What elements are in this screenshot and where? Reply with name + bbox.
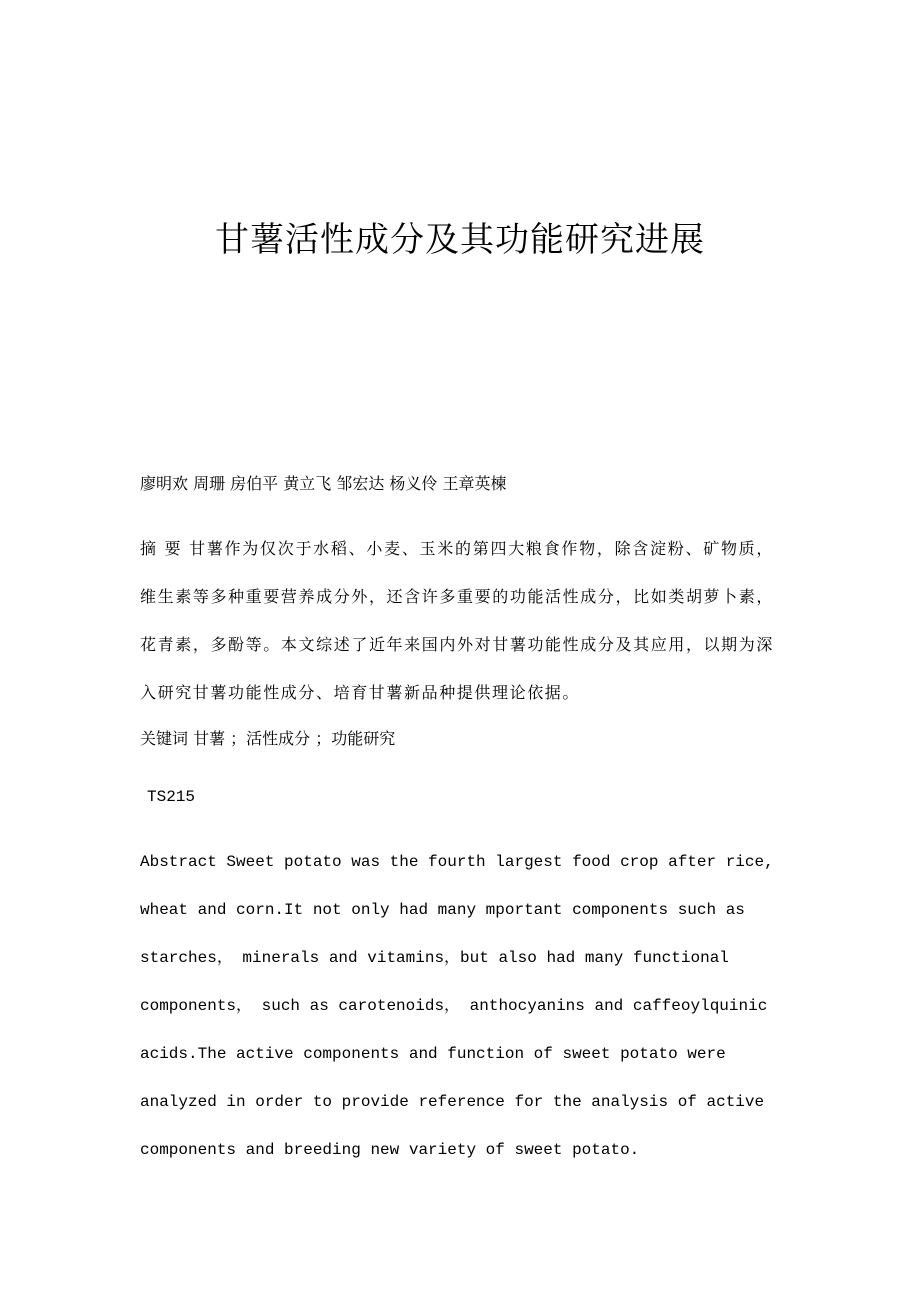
chinese-abstract: 摘 要 甘薯作为仅次于水稻、小麦、玉米的第四大粮食作物，除含淀粉、矿物质，维生素等多种重要营养成分外，还含许多重要的功能活性成分，比如类胡萝卜素，花青素，多酚等。本文综述了近年来国内外对甘薯功能性成分及其应用，以期为深入研究甘薯功能性成分、培育甘薯新品种提供理论依据。 bbox=[140, 539, 774, 702]
classification-code: TS215 bbox=[147, 788, 196, 806]
english-abstract-line: acids.The active components and function of sweet potato were bbox=[140, 1045, 726, 1063]
english-abstract-line: wheat and corn.It not only had many mportant components such as bbox=[140, 901, 745, 919]
english-abstract bbox=[140, 838, 780, 1174]
keywords-line: 关键词 甘薯 ；活性成分 ；功能研究 bbox=[140, 729, 396, 748]
english-abstract-line: analyzed in order to provide reference for the analysis of active bbox=[140, 1093, 765, 1111]
english-abstract-line: components， such as carotenoids， anthocyanins and caffeoylquinic bbox=[140, 997, 768, 1015]
author-list: 廖明欢 周珊 房伯平 黄立飞 邹宏达 杨义伶 王章英楝 bbox=[140, 474, 507, 493]
english-abstract-line: components and breeding new variety of sweet potato. bbox=[140, 1141, 640, 1159]
english-abstract-line: starches， minerals and vitamins，but also had many functional bbox=[140, 949, 729, 967]
english-abstract-line: Abstract Sweet potato was the fourth largest food crop after rice, bbox=[140, 853, 774, 871]
paper-title: 甘薯活性成分及其功能研究进展 bbox=[215, 220, 705, 260]
